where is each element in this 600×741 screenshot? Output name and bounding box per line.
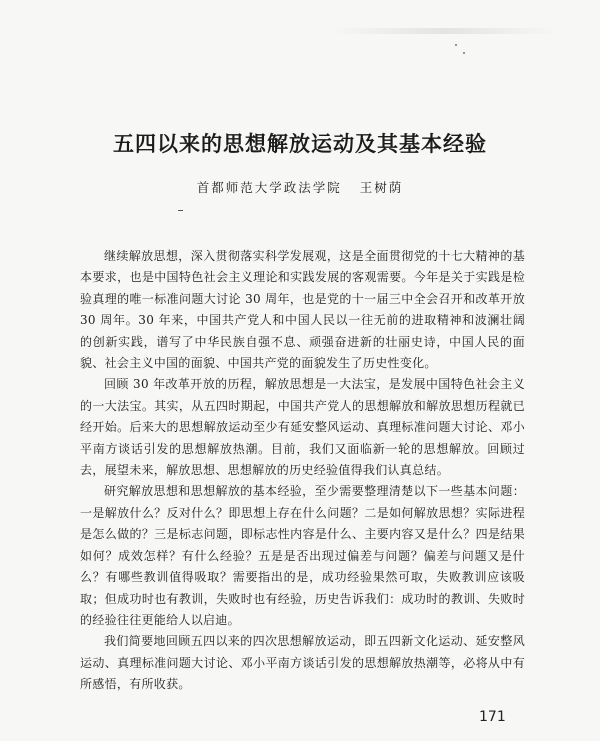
scan-shadow (330, 28, 560, 34)
article-body (80, 246, 525, 696)
body-paragraph: 研究解放思想和思想解放的基本经验，至少需要整理清楚以下一些基本问题：一是解放什么？反对什么？即思想上存在什么问题？二是如何解放思想？实际进程是怎么做的？三是标志问题，即标志性内容是什么、主要内容又是什么？四是结果如何？成效怎样？有什么经验？五是是否出现过偏差与问题？偏差与问题又是什么？有哪些教训值得吸取？需要指出的是，成功经验果然可取，失败教训应该吸取；但成功时也有教训，失败时也有经验，历史告诉我们：成功时的教训、失败时的经验往往更能给人以启迪。 (80, 484, 525, 627)
scan-speck (463, 52, 465, 54)
scan-speck (455, 44, 457, 46)
article-title: 五四以来的思想解放运动及其基本经验 (113, 132, 487, 156)
body-paragraph: 我们简要地回顾五四以来的四次思想解放运动，即五四新文化运动、延安整风运动、真理标准问题大讨论、邓小平南方谈话引发的思想解放热潮等，必将从中有所感悟，有所收获。 (80, 634, 525, 692)
body-paragraph: 继续解放思想，深入贯彻落实科学发展观，这是全面贯彻党的十七大精神的基本要求，也是中国特色社会主义理论和实践发展的客观需要。今年是关于实践是检验真理的唯一标准问题大讨论 30 周年，也是党的十一届三中全会召开和改革开放 30 周年。30 年来，中国共产党人和中国人民以一往无前的进取精神和波澜壮阔的创新实践，谱写了中华民族自强不息、顽强奋进新的壮丽史诗，中国人民的面貌、社会主义中国的面貌、中国共产党的面貌发生了历史性变化。 (80, 249, 525, 371)
author-affiliation: 首都师范大学政法学院 (196, 180, 342, 195)
body-paragraph: 回顾 30 年改革开放的历程，解放思想是一大法宝，是发展中国特色社会主义的一大法宝。其实，从五四时期起，中国共产党人的思想解放和解放思想历程就已经开始。后来大的思想解放运动至少有延安整风运动、真理标准问题大讨论、邓小平南方谈话引发的思想解放热潮。目前，我们又面临新一轮的思想解放。回顾过去，展望未来，解放思想、思想解放的历史经验值得我们认真总结。 (80, 377, 525, 478)
scan-mark (178, 210, 183, 211)
author-name: 王树荫 (359, 180, 404, 195)
page-number: 171 (479, 709, 506, 725)
byline (0, 178, 600, 196)
